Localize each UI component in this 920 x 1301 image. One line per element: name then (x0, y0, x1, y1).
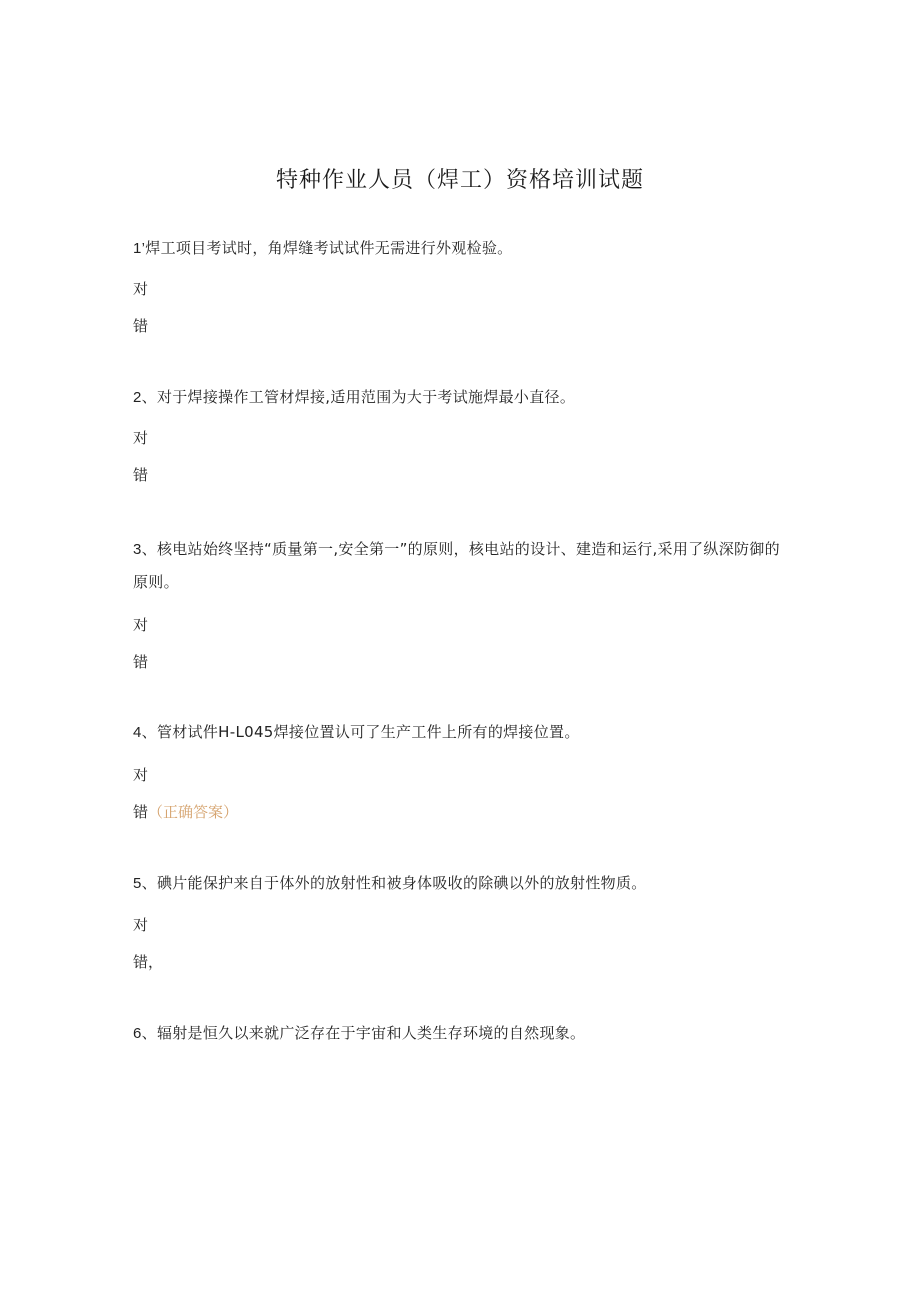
question-text (133, 533, 783, 599)
option-true[interactable] (133, 765, 148, 785)
option-true[interactable] (133, 615, 148, 635)
question-2 (133, 383, 783, 484)
option-label: 错 (133, 653, 149, 671)
question-3 (133, 533, 783, 671)
option-false[interactable] (133, 802, 238, 822)
question-number: 2、 (133, 389, 157, 406)
option-false[interactable] (133, 465, 148, 485)
option-label: 对 (133, 616, 149, 634)
question-body: 对于焊接操作工管材焊接,适用范围为大于考试施焊最小直径。 (156, 388, 576, 406)
question-body: 辐射是恒久以来就广泛存在于宇宙和人类生存环境的自然现象。 (156, 1024, 586, 1042)
option-label: 错 (133, 466, 149, 484)
question-body: 管材试件H-L045焊接位置认可了生产工件上所有的焊接位置。 (156, 723, 580, 741)
question-number: 1’ (133, 240, 146, 257)
option-false[interactable] (133, 316, 148, 336)
question-text (133, 1019, 783, 1048)
question-number: 5、 (133, 875, 157, 892)
question-text (133, 869, 783, 898)
option-label: 对 (133, 429, 149, 447)
question-body: 核电站始终坚持“质量第一,安全第一”的原则，核电站的设计、建造和运行,采用了纵深防御的原则。 (133, 540, 780, 591)
question-number: 4、 (133, 724, 157, 741)
option-false[interactable] (133, 652, 148, 672)
option-label: 错 (133, 317, 149, 335)
question-number: 6、 (133, 1025, 157, 1042)
option-true[interactable] (133, 915, 148, 935)
option-true[interactable] (133, 279, 148, 299)
option-label: 对 (133, 766, 149, 784)
question-text (133, 234, 783, 263)
option-true[interactable] (133, 428, 148, 448)
option-label: 对 (133, 916, 149, 934)
question-body: 碘片能保护来自于体外的放射性和被身体吸收的除碘以外的放射性物质。 (156, 874, 647, 892)
question-text (133, 718, 783, 747)
option-false[interactable] (133, 952, 163, 972)
question-6 (133, 1019, 783, 1048)
question-body: 焊工项目考试时，角焊缝考试试件无需进行外观检验。 (145, 239, 513, 257)
option-label: 错 (133, 803, 149, 821)
question-number: 3、 (133, 541, 157, 558)
question-5 (133, 869, 783, 971)
page-title: 特种作业人员（焊工）资格培训试题 (275, 168, 644, 193)
question-1 (133, 234, 783, 335)
question-text (133, 383, 783, 412)
option-label: 对 (133, 280, 149, 298)
question-4 (133, 718, 783, 821)
option-label: 错， (133, 953, 164, 971)
correct-answer-mark: （正确答案） (148, 803, 239, 821)
